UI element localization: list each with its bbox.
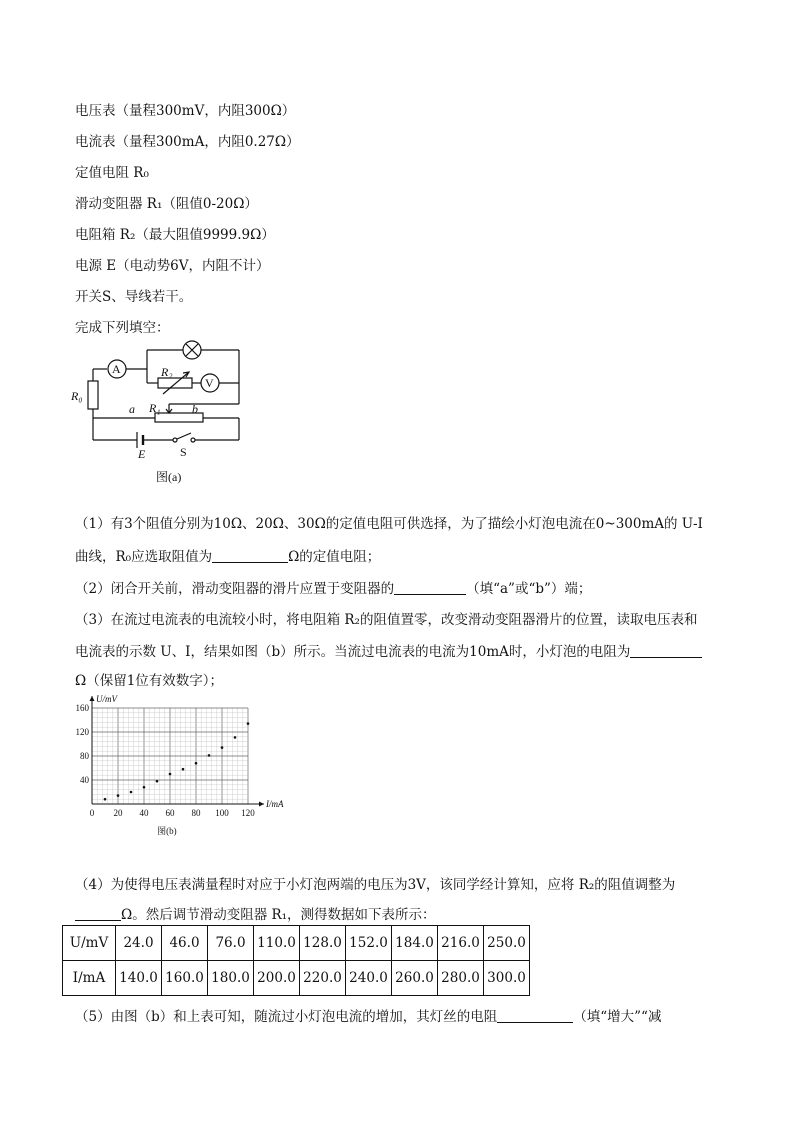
x-tick-label: 20	[113, 808, 123, 818]
data-point	[104, 798, 107, 801]
source-label: E	[138, 447, 146, 461]
data-point	[182, 768, 185, 771]
chart-grid	[92, 708, 248, 804]
equipment-source: 电源 E（电动势6V，内阻不计）	[75, 258, 270, 274]
ui-chart	[68, 690, 308, 850]
table-cell: 24.0	[116, 926, 162, 961]
table-cell: 280.0	[438, 961, 484, 996]
question-3-line3: Ω（保留1位有效数字）；	[75, 673, 224, 689]
data-point	[221, 746, 224, 749]
table-cell: 180.0	[208, 961, 254, 996]
table-cell: 152.0	[346, 926, 392, 961]
question-3-line1: （3）在流过电流表的电流较小时，将电阻箱 R₂的阻值置零，改变滑动变阻器滑片的位置，读取电压表和	[75, 612, 698, 628]
answer-blank-4[interactable]	[75, 906, 121, 921]
question-5: （5）由图（b）和上表可知，随流过小灯泡电流的增加，其灯丝的电阻 （填“增大”“减	[75, 1009, 662, 1025]
chart-y-axis-label: U/mV	[96, 694, 117, 704]
data-point	[130, 791, 133, 794]
y-tick-label: 40	[80, 775, 89, 785]
question-2: （2）闭合开关前，滑动变阻器的滑片应置于变阻器的 （填“a”或“b”）端；	[75, 581, 592, 597]
answer-blank-2[interactable]	[394, 580, 466, 595]
x-tick-label: 100	[215, 808, 229, 818]
resistance-box-r2	[158, 378, 192, 388]
terminal-b-label: b	[192, 402, 198, 416]
resistor-r0	[88, 381, 98, 409]
data-point	[169, 773, 172, 776]
answer-blank-3[interactable]	[630, 643, 702, 658]
table-cell: 250.0	[484, 926, 530, 961]
ammeter-label: A	[112, 362, 121, 376]
question-3-line2: 电流表的示数 U、I，结果如图（b）所示。当流过电流表的电流为10mA时，小灯泡的电阻为	[75, 640, 702, 660]
table-cell: 110.0	[254, 926, 300, 961]
y-axis-arrow-icon	[90, 696, 95, 701]
table-cell: 200.0	[254, 961, 300, 996]
r2-label: R₂	[161, 365, 173, 379]
table-cell: 216.0	[438, 926, 484, 961]
figure-a-caption: 图(a)	[156, 470, 182, 484]
question-1-line2: 曲线，R₀应选取阻值为 Ω的定值电阻；	[75, 549, 381, 565]
question-4-line2: Ω。然后调节滑动变阻器 R₁，测得数据如下表所示：	[75, 903, 436, 923]
y-tick-label: 80	[80, 751, 89, 761]
data-point	[156, 780, 159, 783]
x-tick-label: 60	[165, 808, 175, 818]
table-row-label: U/mV	[63, 926, 116, 961]
data-point	[247, 722, 250, 725]
circuit-diagram	[65, 336, 255, 488]
r1-label: R₁	[149, 401, 161, 415]
table-cell: 240.0	[346, 961, 392, 996]
equipment-r2: 电阻箱 R₂（最大阻值9999.9Ω）	[75, 227, 275, 243]
table-cell: 140.0	[116, 961, 162, 996]
switch-label: S	[180, 445, 187, 459]
chart-points	[104, 722, 250, 800]
y-tick-label: 120	[75, 727, 89, 737]
question-1-line1: （1）有3个阻值分别为10Ω、20Ω、30Ω的定值电阻可供选择，为了描绘小灯泡电流在0~300mA的 U-I	[75, 516, 703, 532]
table-row-u	[63, 926, 530, 961]
y-tick-label: 160	[75, 703, 89, 713]
table-cell: 260.0	[392, 961, 438, 996]
data-point	[143, 786, 146, 789]
question-4-line1: （4）为使得电压表满量程时对应于小灯泡两端的电压为3V，该同学经计算知，应将 R₂的阻值调整为	[75, 877, 676, 893]
table-cell: 76.0	[208, 926, 254, 961]
data-point	[208, 754, 211, 757]
equipment-r0: 定值电阻 R₀	[75, 165, 149, 181]
answer-blank-1[interactable]	[212, 548, 288, 563]
answer-blank-5[interactable]	[497, 1008, 573, 1023]
voltmeter-label: V	[205, 376, 214, 390]
table-cell: 46.0	[162, 926, 208, 961]
table-row-label: I/mA	[63, 961, 116, 996]
instruction: 完成下列填空：	[75, 320, 170, 336]
table-cell: 160.0	[162, 961, 208, 996]
table-cell: 300.0	[484, 961, 530, 996]
table-cell: 128.0	[300, 926, 346, 961]
chart-caption: 图(b)	[157, 826, 177, 836]
switch-icon	[177, 433, 191, 439]
x-tick-label: 120	[241, 808, 255, 818]
equipment-ammeter: 电流表（量程300mA，内阻0.27Ω）	[75, 134, 300, 150]
terminal-a-label: a	[129, 402, 135, 416]
data-point	[234, 736, 237, 739]
data-table	[62, 925, 530, 996]
equipment-switch: 开关S、导线若干。	[75, 289, 193, 305]
table-cell: 220.0	[300, 961, 346, 996]
equipment-voltmeter: 电压表（量程300mV，内阻300Ω）	[75, 103, 296, 119]
chart-x-axis-label: I/mA	[266, 799, 284, 809]
data-point	[195, 762, 198, 765]
x-tick-label: 0	[89, 808, 95, 818]
table-row-i	[63, 961, 530, 996]
data-point	[117, 794, 120, 797]
x-tick-label: 80	[191, 808, 201, 818]
x-axis-arrow-icon	[259, 802, 264, 807]
x-tick-label: 40	[139, 808, 149, 818]
r0-label: R₀	[71, 389, 83, 403]
equipment-r1: 滑动变阻器 R₁（阻值0-20Ω）	[75, 196, 258, 212]
table-cell: 184.0	[392, 926, 438, 961]
